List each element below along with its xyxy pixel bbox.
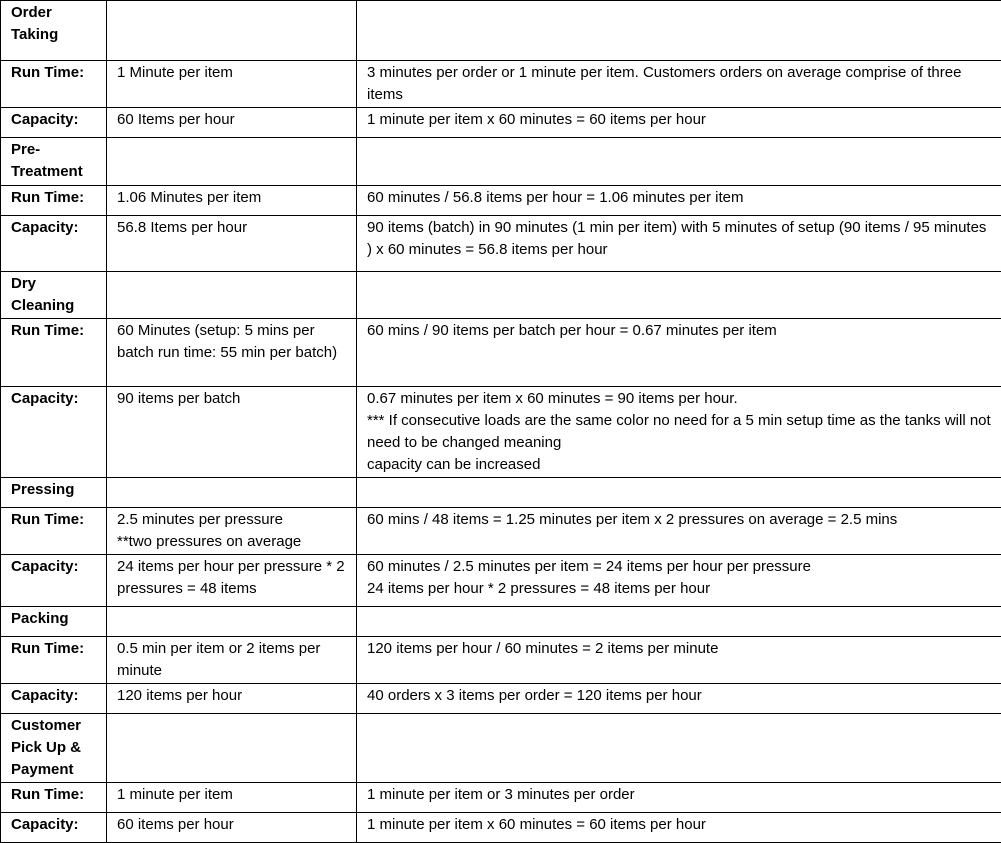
row-calculation: 1 minute per item x 60 minutes = 60 items per hour	[357, 813, 1001, 843]
row-note: *** If consecutive loads are the same color no need for a 5 min setup time as the tanks will not need to be changed meaning	[367, 410, 991, 454]
section-header-row	[1, 272, 1001, 319]
row-label: Run Time:	[1, 508, 107, 555]
row-note: **two pressures on average	[117, 531, 346, 553]
row-value: 1.06 Minutes per item	[107, 186, 357, 216]
row-value: 60 Minutes (setup: 5 mins per batch run time: 55 min per batch)	[107, 319, 357, 387]
row-value: 56.8 Items per hour	[107, 216, 357, 272]
row-label: Capacity:	[1, 555, 107, 607]
row-calculation: 120 items per hour / 60 minutes = 2 items per minute	[357, 637, 1001, 684]
table-row	[1, 555, 1001, 607]
table-row	[1, 684, 1001, 714]
section-header-row	[1, 138, 1001, 186]
row-calculation: 40 orders x 3 items per order = 120 items per hour	[357, 684, 1001, 714]
row-label: Capacity:	[1, 387, 107, 478]
section-header-row	[1, 714, 1001, 783]
table-row	[1, 637, 1001, 684]
section-title: Pre-Treatment	[1, 138, 107, 186]
row-value-cell	[107, 508, 357, 555]
table-row	[1, 783, 1001, 813]
row-value: 2.5 minutes per pressure	[117, 509, 346, 531]
row-note: 24 items per hour * 2 pressures = 48 items per hour	[367, 578, 991, 600]
table-row	[1, 61, 1001, 108]
row-value: 90 items per batch	[107, 387, 357, 478]
row-calculation: 3 minutes per order or 1 minute per item. Customers orders on average comprise of three items	[357, 61, 1001, 108]
row-label: Capacity:	[1, 216, 107, 272]
section-header-row	[1, 478, 1001, 508]
row-value: 24 items per hour per pressure * 2 pressures = 48 items	[107, 555, 357, 607]
row-value: 60 items per hour	[107, 813, 357, 843]
row-label: Capacity:	[1, 813, 107, 843]
row-label: Run Time:	[1, 637, 107, 684]
row-note: capacity can be increased	[367, 454, 991, 476]
row-calculation: 1 minute per item x 60 minutes = 60 items per hour	[357, 108, 1001, 138]
section-title: Dry Cleaning	[1, 272, 107, 319]
row-calculation: 90 items (batch) in 90 minutes (1 min per item) with 5 minutes of setup (90 items / 95 minutes ) x 60 minutes = 56.8 items per hour	[357, 216, 1001, 272]
row-label: Run Time:	[1, 783, 107, 813]
row-calculation-cell	[357, 387, 1001, 478]
row-value: 0.5 min per item or 2 items per minute	[107, 637, 357, 684]
section-title: Pressing	[1, 478, 107, 508]
row-calculation: 1 minute per item or 3 minutes per order	[357, 783, 1001, 813]
table-row	[1, 186, 1001, 216]
section-title: Packing	[1, 607, 107, 637]
table-row	[1, 387, 1001, 478]
row-label: Capacity:	[1, 108, 107, 138]
row-value: 120 items per hour	[107, 684, 357, 714]
row-label: Run Time:	[1, 61, 107, 108]
section-title: Customer Pick Up & Payment	[1, 714, 107, 783]
row-calculation: 0.67 minutes per item x 60 minutes = 90 items per hour.	[367, 388, 991, 410]
row-calculation: 60 mins / 48 items = 1.25 minutes per item x 2 pressures on average = 2.5 mins	[357, 508, 1001, 555]
row-value: 1 Minute per item	[107, 61, 357, 108]
table-row	[1, 319, 1001, 387]
table-row	[1, 813, 1001, 843]
row-calculation-cell	[357, 555, 1001, 607]
section-header-row	[1, 1, 1001, 61]
section-title: Order Taking	[1, 1, 107, 61]
table-row	[1, 108, 1001, 138]
row-value: 60 Items per hour	[107, 108, 357, 138]
row-value: 1 minute per item	[107, 783, 357, 813]
table-row	[1, 216, 1001, 272]
row-label: Run Time:	[1, 186, 107, 216]
table-row	[1, 508, 1001, 555]
row-label: Run Time:	[1, 319, 107, 387]
row-calculation: 60 minutes / 56.8 items per hour = 1.06 minutes per item	[357, 186, 1001, 216]
row-label: Capacity:	[1, 684, 107, 714]
row-calculation: 60 minutes / 2.5 minutes per item = 24 items per hour per pressure	[367, 556, 991, 578]
row-calculation: 60 mins / 90 items per batch per hour = 0.67 minutes per item	[357, 319, 1001, 387]
section-header-row	[1, 607, 1001, 637]
